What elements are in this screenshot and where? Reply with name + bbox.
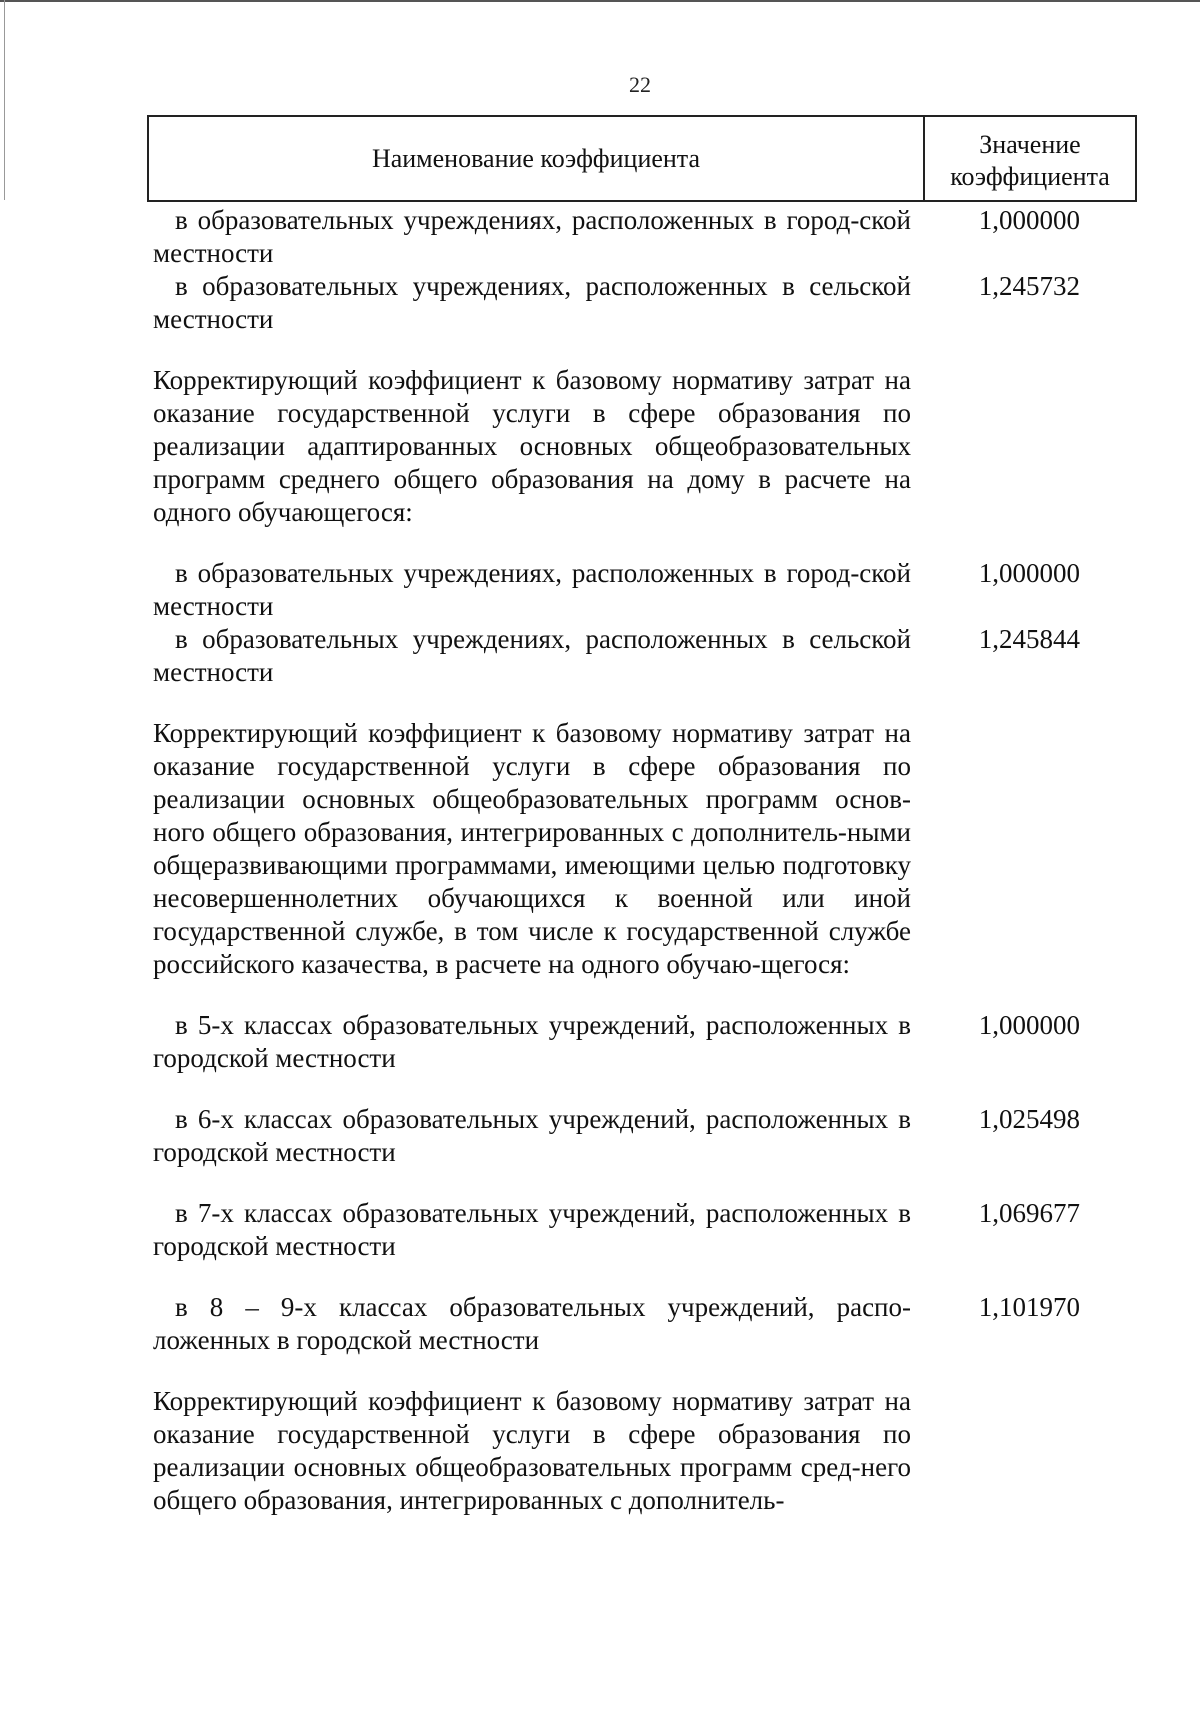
table-row <box>153 270 1137 336</box>
table-row <box>153 1197 1137 1263</box>
row-text: в 5-х классах образовательных учреждений, расположенных в городской местности <box>153 1010 911 1073</box>
row-text: в 8 – 9-х классах образовательных учреждений, распо-ложенных в городской местности <box>153 1292 911 1355</box>
scan-top-edge <box>0 0 1200 2</box>
row-value: 1,000000 <box>978 1010 1080 1040</box>
header-name-column: Наименование коэффициента <box>149 117 925 200</box>
row-value: 1,101970 <box>978 1292 1080 1322</box>
row-value: 1,069677 <box>978 1198 1080 1228</box>
row-value: 1,025498 <box>978 1104 1080 1134</box>
table-body <box>153 204 1137 1517</box>
header-value-line1: Значение <box>979 129 1081 159</box>
row-text: в 6-х классах образовательных учреждений, расположенных в городской местности <box>153 1104 911 1167</box>
table-row <box>153 1103 1137 1169</box>
header-value-line2: коэффициента <box>950 161 1110 191</box>
row-text: в образовательных учреждениях, расположенных в город-ской местности <box>153 558 911 621</box>
row-value: 1,245844 <box>978 624 1080 654</box>
table-row <box>153 204 1137 270</box>
table-row <box>153 1009 1137 1075</box>
table-row <box>153 623 1137 689</box>
row-value: 1,245732 <box>978 271 1080 301</box>
section-heading: Корректирующий коэффициент к базовому нормативу затрат на оказание государственной услуги в сфере образования по реализации основных общеобразовательных программ сред-него общего образования, интегрированных с дополнитель- <box>153 1386 911 1515</box>
row-text: в образовательных учреждениях, расположенных в сельской местности <box>153 624 911 687</box>
table-row <box>153 364 1137 529</box>
section-heading: Корректирующий коэффициент к базовому нормативу затрат на оказание государственной услуги в сфере образования по реализации адаптированных основных общеобразовательных программ среднего общего образования на дому в расчете на одного обучающегося: <box>153 365 911 527</box>
row-text: в образовательных учреждениях, расположенных в город-ской местности <box>153 205 911 268</box>
row-value: 1,000000 <box>978 558 1080 588</box>
row-text: в 7-х классах образовательных учреждений, расположенных в городской местности <box>153 1198 911 1261</box>
table-row <box>153 1385 1137 1517</box>
page-number: 22 <box>629 72 651 97</box>
row-value: 1,000000 <box>978 205 1080 235</box>
table-row <box>153 557 1137 623</box>
row-text: в образовательных учреждениях, расположенных в сельской местности <box>153 271 911 334</box>
table-row <box>153 1291 1137 1357</box>
section-heading: Корректирующий коэффициент к базовому нормативу затрат на оказание государственной услуги в сфере образования по реализации основных общеобразовательных программ основ-ного общего образования, интегрированных с дополнитель-ными общеразвивающими программами, имеющими целью подготовку несовершеннолетних обучающихся к военной или иной государственной службе, в том числе к государственной службе российского казачества, в расчете на одного обучаю-щегося: <box>153 718 911 979</box>
table-row <box>153 717 1137 981</box>
table-header <box>147 115 1137 202</box>
header-value-column <box>925 117 1135 200</box>
scan-left-edge <box>4 0 5 200</box>
